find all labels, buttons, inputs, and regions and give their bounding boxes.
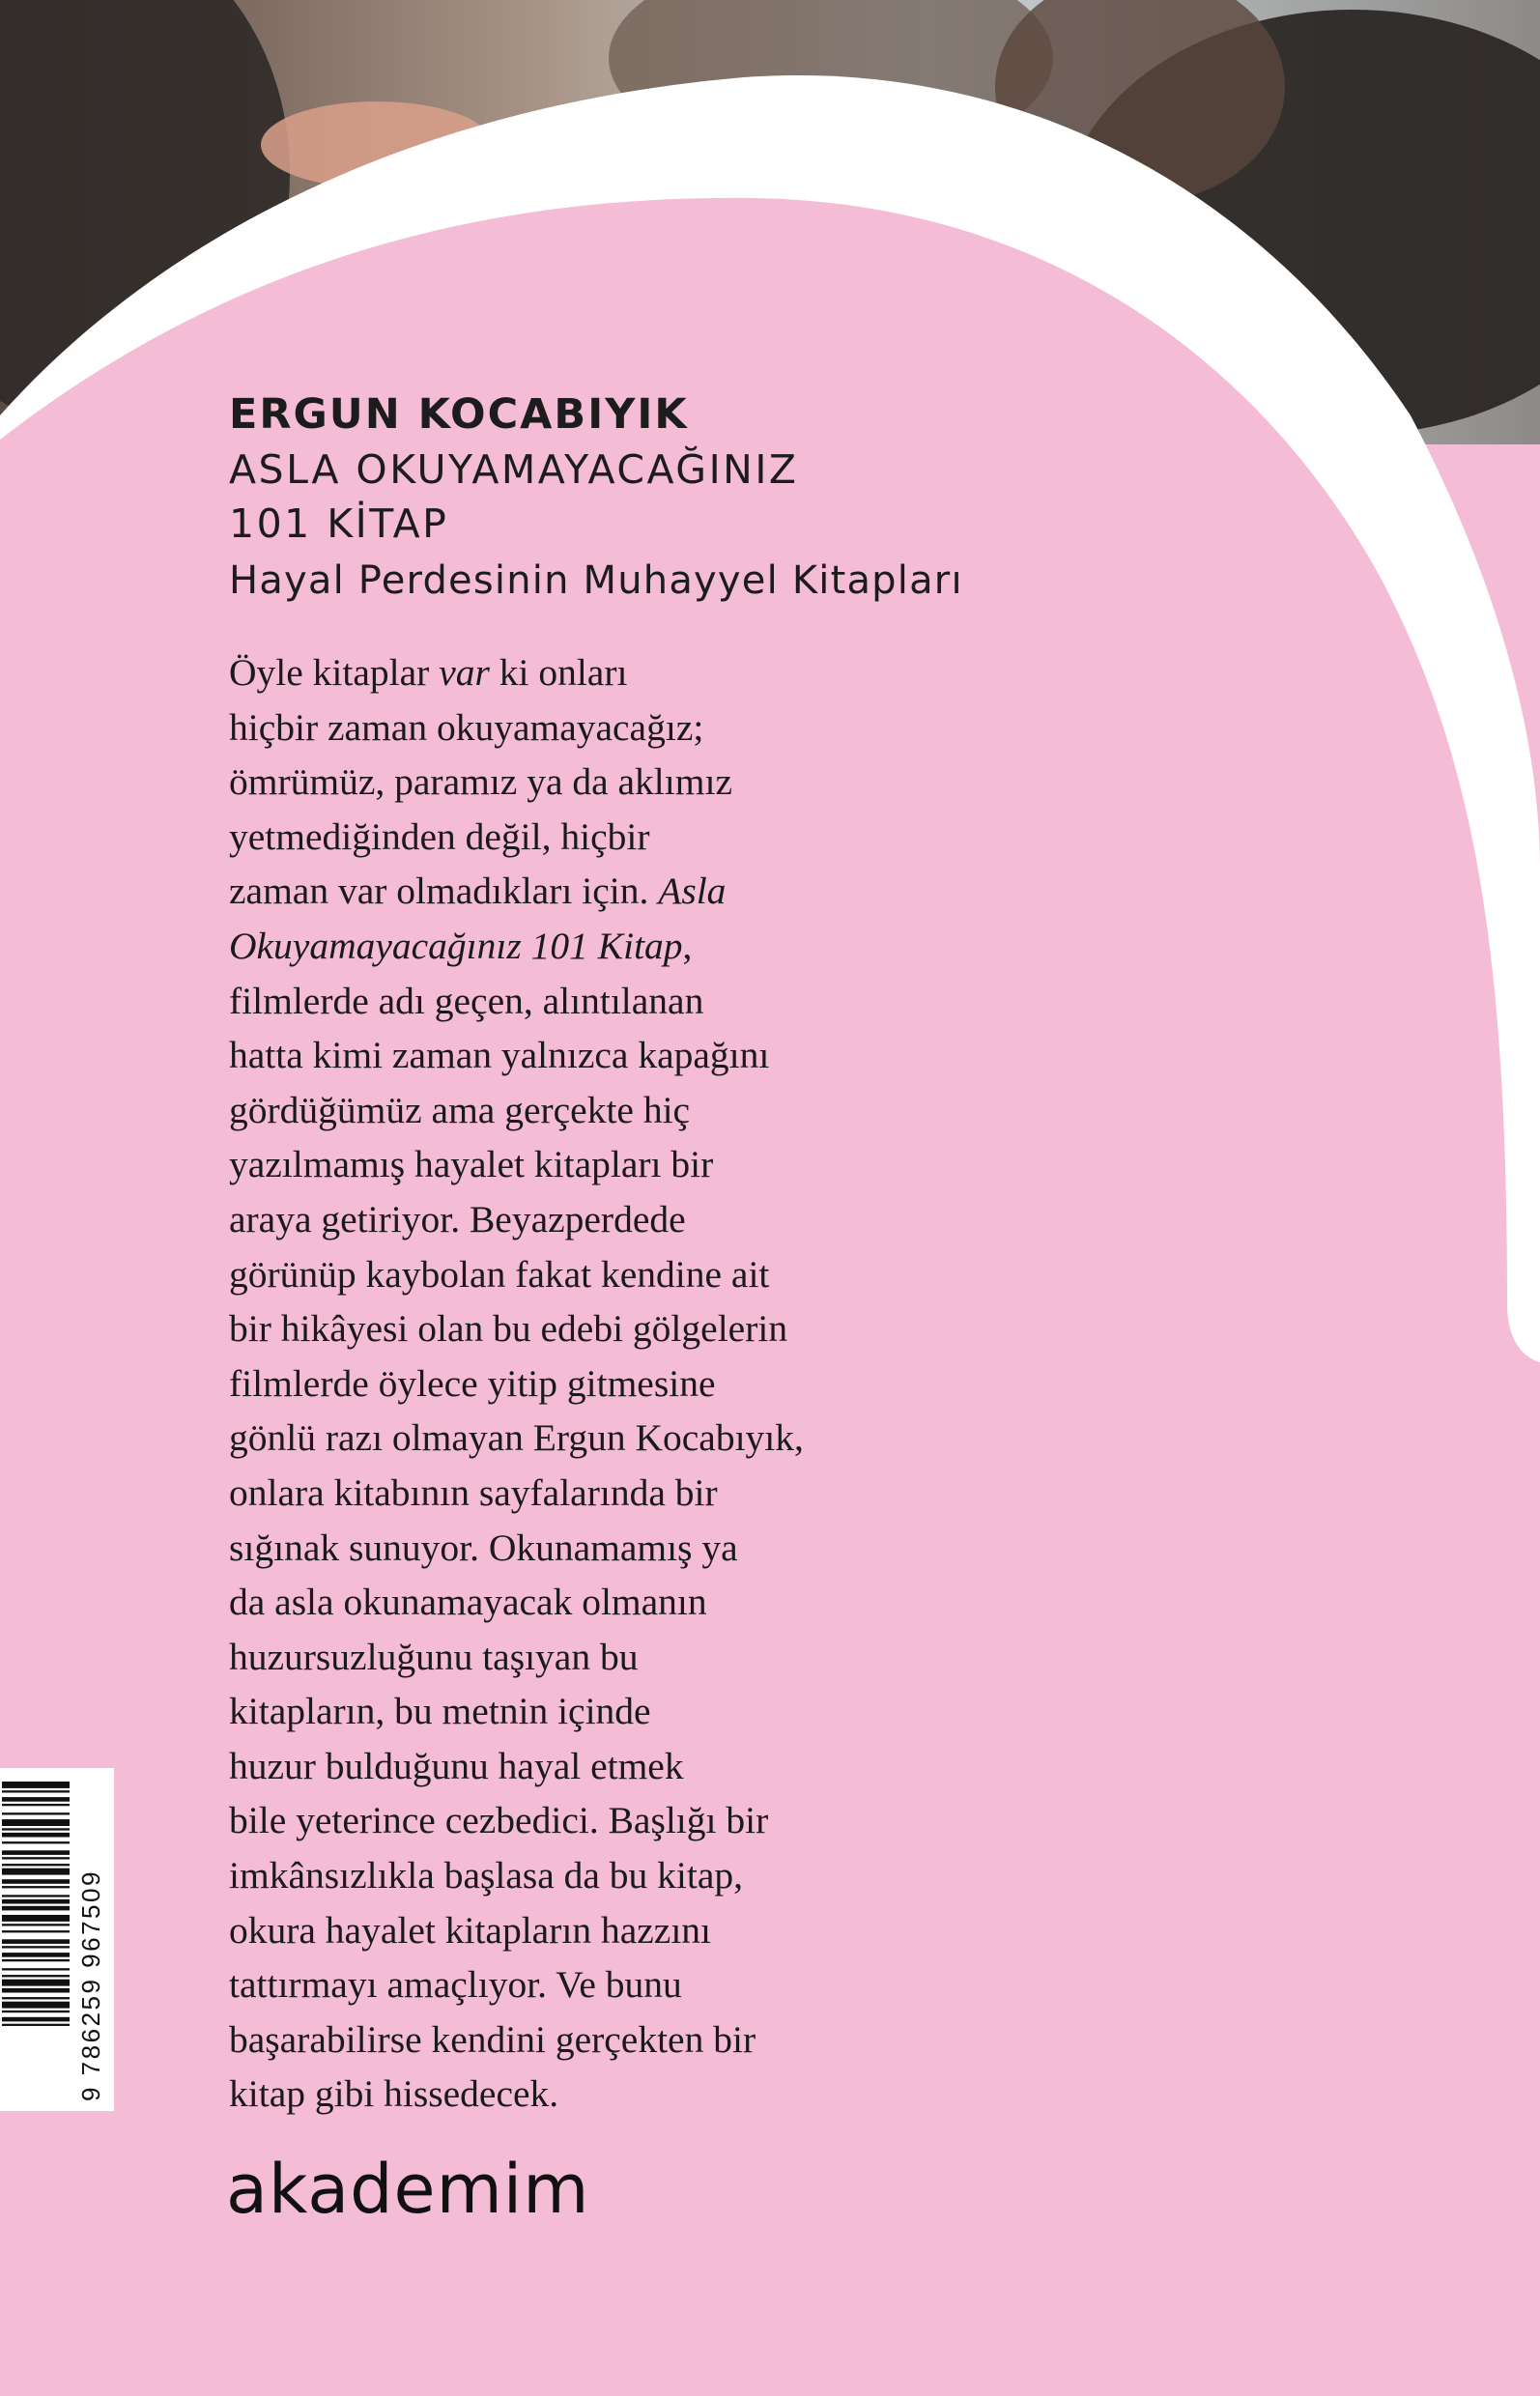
barcode-bar [2,1924,70,1925]
blurb-emphasis: Okuyamayacağınız 101 Kitap [229,924,683,967]
blurb-line: da asla okunamayacak olmanın [229,1581,707,1624]
barcode-bar [2,1790,70,1792]
book-subtitle: Hayal Perdesinin Muhayyel Kitapları [229,558,963,603]
barcode-bar [2,1782,70,1788]
barcode-bar [2,1946,70,1948]
barcode-bar [2,1997,70,1999]
blurb-line: onlara kitabının sayfalarında bir [229,1470,718,1514]
barcode-bar [2,1812,70,1814]
blurb-emphasis: var [439,651,490,694]
blurb-line: bir hikâyesi olan bu edebi gölgelerin [229,1307,788,1351]
barcode-bar [2,1980,70,1986]
blurb-text: zaman var olmadıkları için. [229,870,659,913]
blurb-line [229,645,963,700]
blurb-line [229,864,963,919]
blurb-line: imkânsızlıkla başlasa da bu kitap, [229,1854,744,1897]
barcode-bar [2,2002,70,2009]
barcode-bar [2,1895,70,1897]
barcode-bar [2,1828,70,1830]
blurb-line: huzursuzluğunu taşıyan bu [229,1635,639,1678]
barcode-bar [2,1868,70,1875]
barcode-bar [2,1879,70,1884]
blurb-line: bile yeterince cezbedici. Başlığı bir [229,1799,769,1842]
barcode-bar [2,1886,70,1888]
blurb-line: gönlü razı olmayan Ergun Kocabıyık, [229,1416,804,1460]
blurb-line: okura hayalet kitapların hazzını [229,1908,712,1952]
blurb-line [229,919,963,974]
book-title-line-2: 101 KİTAP [229,500,449,547]
author-name: ERGUN KOCABIYIK [229,390,689,439]
barcode-bar [2,1988,70,1993]
back-cover-blurb [229,645,963,2122]
blurb-line: ömrümüz, paramız ya da aklımız [229,760,732,804]
barcode-bar [2,1841,70,1843]
blurb-line: kitap gibi hissedecek. [229,2072,559,2116]
barcode-bar [2,1930,70,1932]
blurb-line: sığınak sunuyor. Okunamamış ya [229,1526,738,1569]
barcode-bar [2,1939,70,1944]
blurb-line: başarabilirse kendini gerçekten bir [229,2017,756,2061]
barcode-bar [2,1915,70,1922]
blurb-line: tattırmayı amaçlıyor. Ve bunu [229,1963,682,2007]
isbn-barcode [0,1768,114,2111]
barcode-bar [2,1959,70,1961]
blurb-text: Öyle kitaplar [229,651,440,694]
barcode-bar [2,2024,70,2026]
barcode-bar [2,1850,70,1855]
blurb-line: hiçbir zaman okuyamayacağız; [229,705,704,749]
barcode-bar [2,1906,70,1911]
blurb-line: yetmediğinden değil, hiçbir [229,814,650,858]
blurb-line: hatta kimi zaman yalnızca kapağını [229,1034,770,1077]
barcode-bar [2,1833,70,1838]
isbn-number: 9 786259 967509 [76,1869,105,2101]
barcode-bar [2,1797,70,1802]
blurb-line: huzur bulduğunu hayal etmek [229,1744,684,1787]
blurb-line: araya getiriyor. Beyazperdede [229,1197,686,1241]
blurb-text: , [682,924,693,967]
barcode-bar [2,1899,70,1904]
barcode-bar [2,1804,70,1806]
blurb-line: filmlerde adı geçen, alıntılanan [229,979,704,1022]
barcode-bar [2,2017,70,2022]
barcode-bar [2,1857,70,1859]
blurb-emphasis: Asla [658,870,727,913]
blurb-line: görünüp kaybolan fakat kendine ait [229,1252,770,1296]
publisher-logo: akademim [226,2150,590,2229]
pink-lower-right [1353,1362,1540,2396]
blurb-text: ki onları [489,651,628,694]
barcode-bar [2,1968,70,1970]
barcode-bar [2,1864,70,1866]
title-block [229,386,1098,611]
blurb-line: gördüğümüz ama gerçekte hiç [229,1088,691,1131]
barcode-bar [2,1975,70,1977]
barcode-bar [2,1953,70,1957]
blurb-line: yazılmamış hayalet kitapları bir [229,1143,714,1186]
book-title-line-1: ASLA OKUYAMAYACAĞINIZ [229,446,799,493]
barcode-bar [2,2011,70,2012]
barcode-bar [2,1819,70,1826]
blurb-line: filmlerde öylece yitip gitmesine [229,1361,716,1405]
blurb-line: kitapların, bu metnin içinde [229,1690,651,1733]
